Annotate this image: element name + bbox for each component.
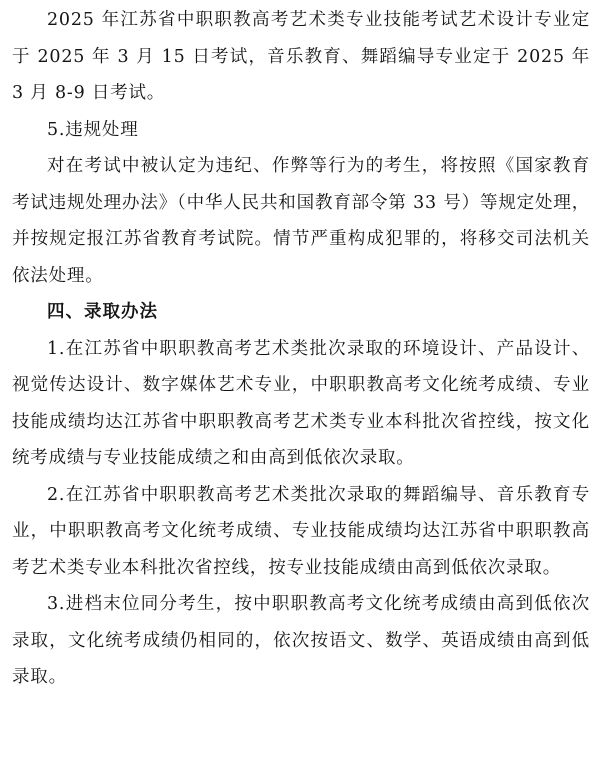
paragraph-violation-handling: 对在考试中被认定为违纪、作弊等行为的考生，将按照《国家教育考试违规处理办法》（中华人民共和国教育部令第 33 号）等规定处理，并按规定报江苏省教育考试院。情节严重构成犯罪的，将移交司法机关依法处理。 xyxy=(12,156,590,286)
paragraph-exam-dates: 2025 年江苏省中职职教高考艺术类专业技能考试艺术设计专业定于 2025 年 3 月 15 日考试，音乐教育、舞蹈编导专业定于 2025 年 3 月 8-9 日考试。 xyxy=(12,10,590,103)
paragraph-admission-rule-1: 1.在江苏省中职职教高考艺术类批次录取的环境设计、产品设计、视觉传达设计、数字媒体艺术专业，中职职教高考文化统考成绩、专业技能成绩均达江苏省中职职教高考艺术类专业本科批次省控线，按文化统考成绩与专业技能成绩之和由高到低依次录取。 xyxy=(12,338,590,468)
paragraph-admission-rule-2: 2.在江苏省中职职教高考艺术类批次录取的舞蹈编导、音乐教育专业，中职职教高考文化统考成绩、专业技能成绩均达江苏省中职职教高考艺术类专业本科批次省控线，按专业技能成绩由高到低依次录取。 xyxy=(12,484,590,578)
section-title-violation-handling: 5.违规处理 xyxy=(47,119,139,140)
heading-admission-method: 四、录取办法 xyxy=(47,302,158,322)
document-body xyxy=(12,2,590,696)
paragraph-admission-rule-3: 3.进档末位同分考生，按中职职教高考文化统考成绩由高到低依次录取，文化统考成绩仍相同的，依次按语文、数学、英语成绩由高到低录取。 xyxy=(12,594,590,687)
